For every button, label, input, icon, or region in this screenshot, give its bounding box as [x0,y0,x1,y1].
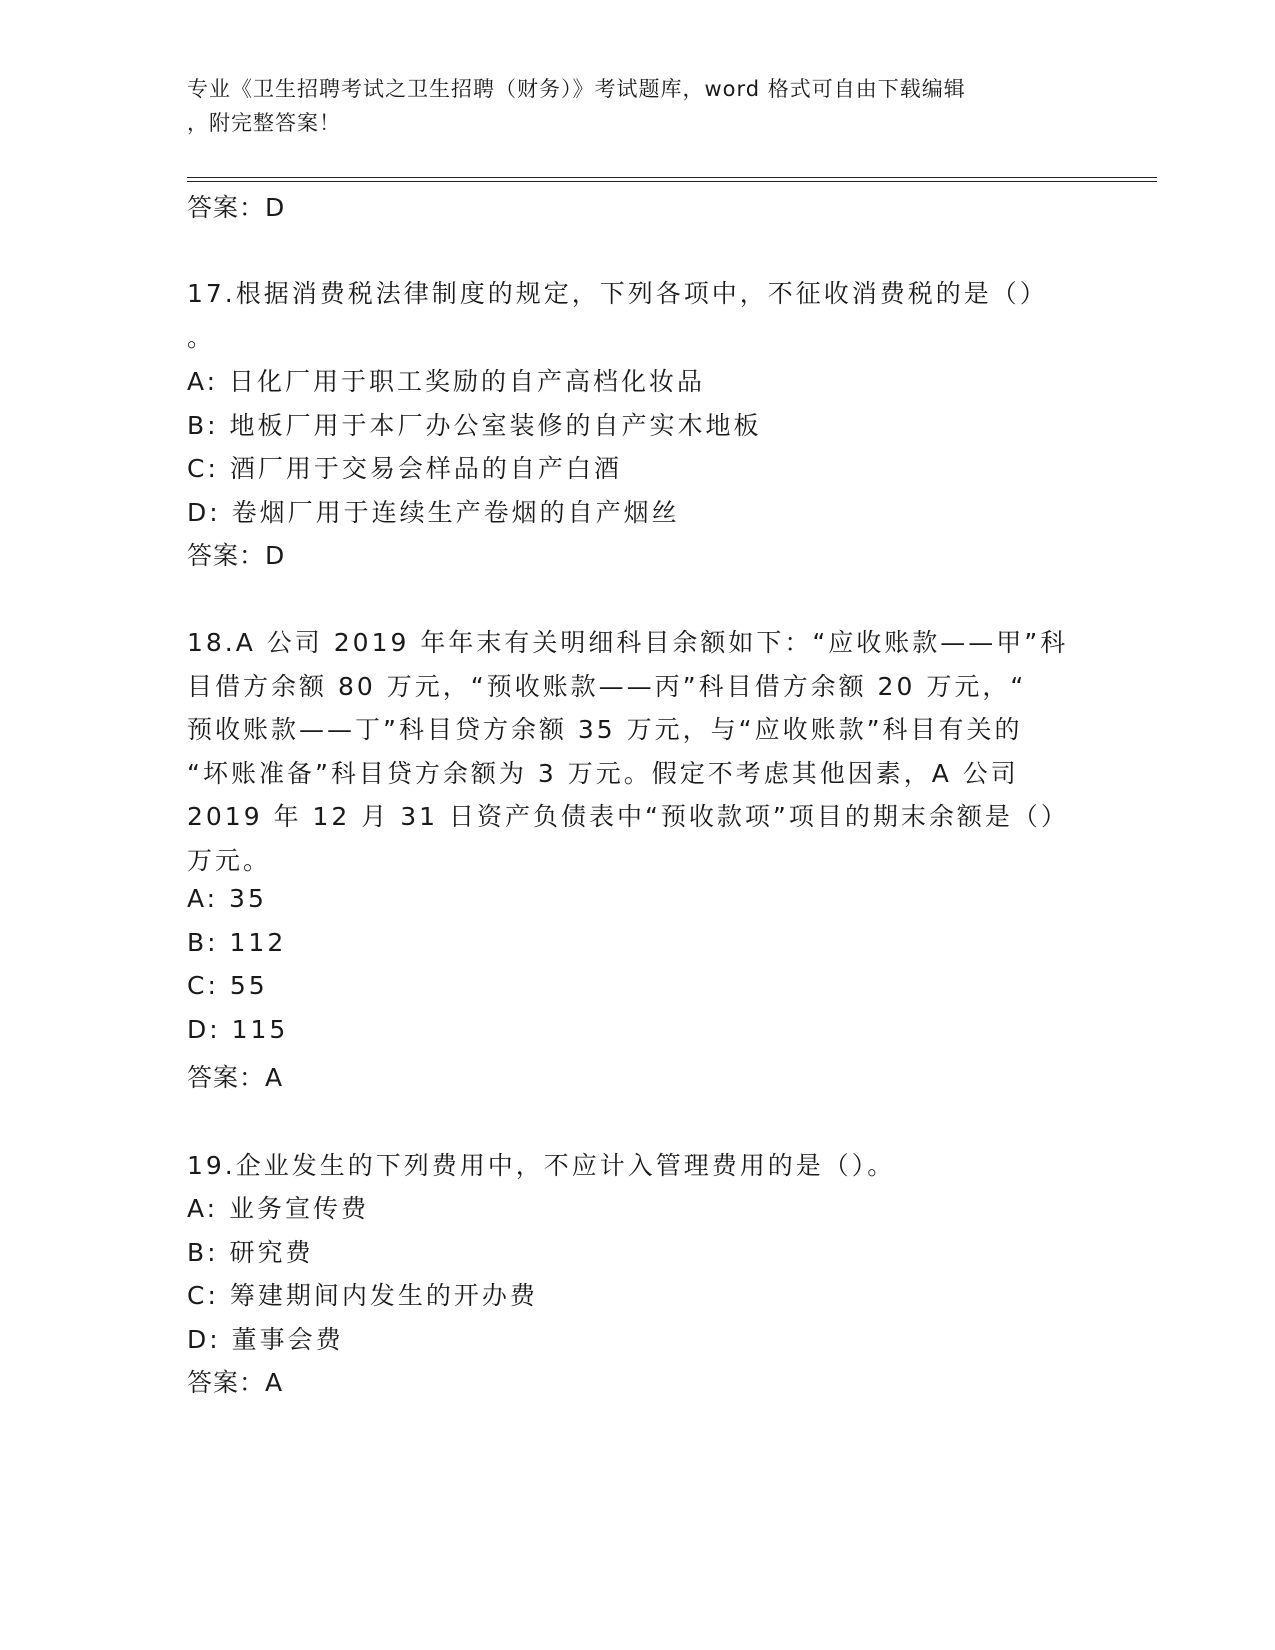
q19-answer: 答案：A [187,1368,284,1397]
q17-answer: 答案：D [187,541,286,570]
q18-stem-line-4: “坏账准备”科目贷方余额为 3 万元。假定不考虑其他因素，A 公司 [187,759,1019,788]
document-header [187,72,1087,140]
q17-stem-line-1: 17.根据消费税法律制度的规定，下列各项中，不征收消费税的是（） [187,279,1048,308]
previous-answer: 答案：D [187,193,286,222]
q18-stem-line-1: 18.A 公司 2019 年年末有关明细科目余额如下：“应收账款——甲”科 [187,628,1069,657]
q18-option-d: D: 115 [187,1015,289,1044]
q17-option-c: C: 酒厂用于交易会样品的自产白酒 [187,454,622,483]
q19-option-c: C: 筹建期间内发生的开办费 [187,1281,538,1310]
q18-answer: 答案：A [187,1063,284,1092]
header-line-2: ，附完整答案！ [187,111,341,135]
header-divider [187,177,1157,182]
q19-option-d: D: 董事会费 [187,1325,344,1354]
q18-stem-line-5: 2019 年 12 月 31 日资产负债表中“预收款项”项目的期末余额是（） [187,802,1069,831]
header-line-1: 专业《卫生招聘考试之卫生招聘（财务）》考试题库，word 格式可自由下载编辑 [187,77,966,101]
q18-stem-line-2: 目借方余额 80 万元，“预收账款——丙”科目借方余额 20 万元，“ [187,672,1027,701]
q17-stem-line-2: 。 [187,323,216,352]
q17-option-d: D: 卷烟厂用于连续生产卷烟的自产烟丝 [187,498,680,527]
q18-option-c: C: 55 [187,971,268,1000]
q19-option-a: A: 业务宣传费 [187,1194,370,1223]
q18-option-a: A: 35 [187,884,267,913]
q17-option-b: B: 地板厂用于本厂办公室装修的自产实木地板 [187,411,762,440]
q18-stem-line-3: 预收账款——丁”科目贷方余额 35 万元，与“应收账款”科目有关的 [187,715,1023,744]
q18-option-b: B: 112 [187,928,287,957]
q18-stem-line-6: 万元。 [187,846,272,875]
q19-option-b: B: 研究费 [187,1238,314,1267]
q17-option-a: A: 日化厂用于职工奖励的自产高档化妆品 [187,367,706,396]
q19-stem-line-1: 19.企业发生的下列费用中，不应计入管理费用的是（）。 [187,1151,896,1180]
